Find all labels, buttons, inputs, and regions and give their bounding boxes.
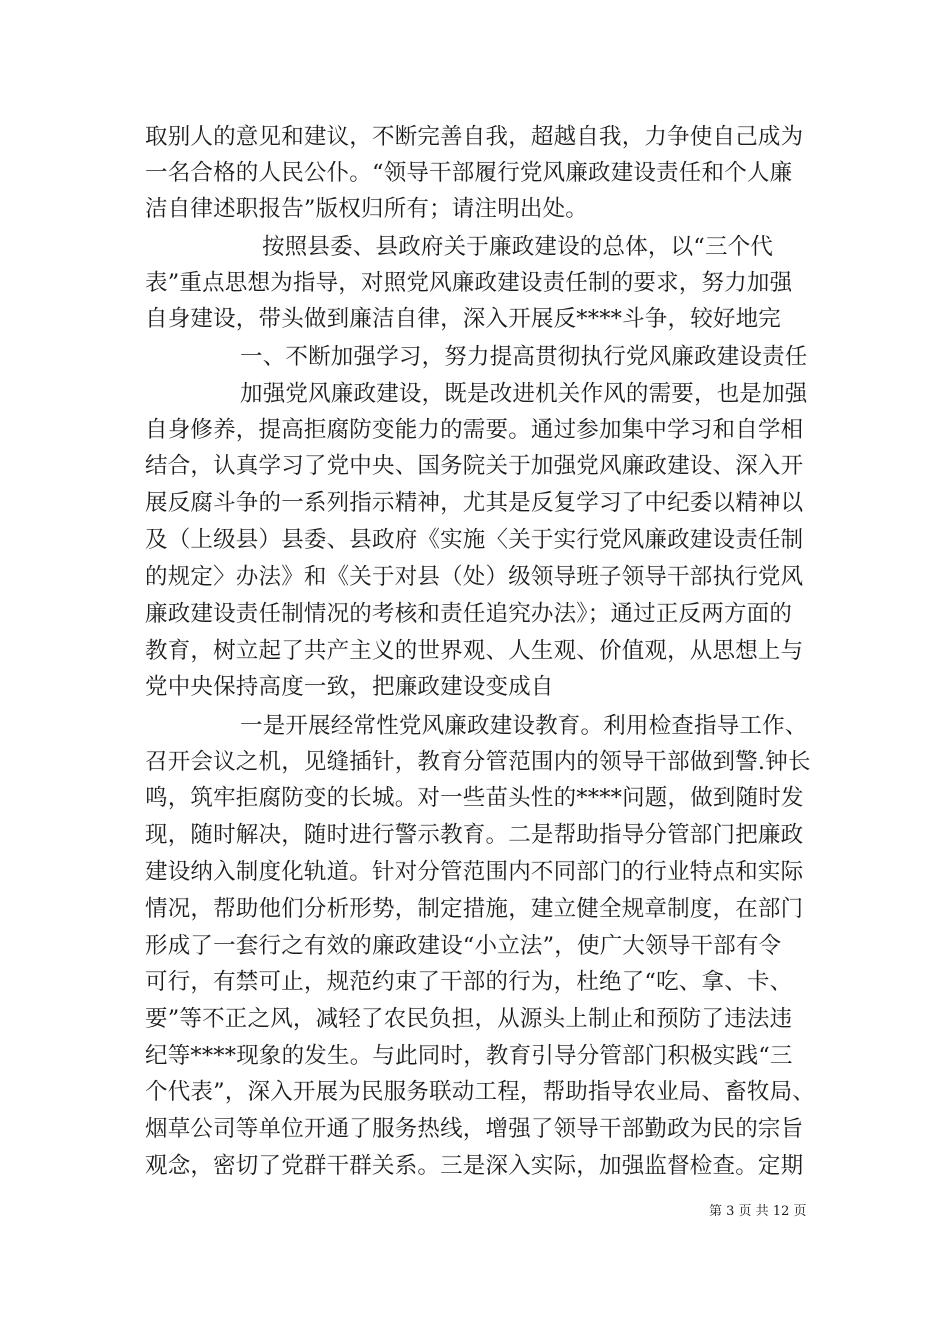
text-line: 教育，树立起了共产主义的世界观、人生观、价值观，从思想上与 <box>145 638 804 664</box>
text-line: 洁自律述职报告”版权归所有；请注明出处。 <box>145 196 589 222</box>
text-line: 取别人的意见和建议，不断完善自我，超越自我，力争使自己成为 <box>145 124 804 150</box>
text-line: 建设纳入制度化轨道。针对分管范围内不同部门的行业特点和实际 <box>145 859 804 885</box>
text-line: 党中央保持高度一致，把廉政建设变成自 <box>145 674 554 700</box>
text-line: 结合，认真学习了党中央、国务院关于加强党风廉政建设、深入开 <box>145 453 804 479</box>
text-line: 及（上级县）县委、县政府《实施〈关于实行党风廉政建设责任制 <box>145 527 804 553</box>
text-line: 个代表”，深入开展为民服务联动工程，帮助指导农业局、畜牧局、 <box>145 1079 816 1105</box>
paragraph-first-line: 加强党风廉政建设，既是改进机关作风的需要，也是加强 <box>240 381 808 407</box>
text-line: 形成了一套行之有效的廉政建设“小立法”，使广大领导干部有令 <box>145 933 782 959</box>
text-line: 鸣，筑牢拒腐防变的长城。对一些苗头性的****问题，做到随时发 <box>145 785 804 811</box>
text-line: 一名合格的人民公仆。“领导干部履行党风廉政建设责任和个人廉 <box>145 160 793 186</box>
page-number: 第 3 页 共 12 页 <box>709 1204 807 1219</box>
text-line: 可行，有禁可止，规范约束了干部的行为，杜绝了“吃、拿、卡、 <box>145 969 793 995</box>
text-line: 情况，帮助他们分析形势，制定措施，建立健全规章制度，在部门 <box>145 896 804 922</box>
text-line: 观念，密切了党群干群关系。三是深入实际，加强监督检查。定期 <box>145 1153 804 1179</box>
text-line: 自身建设，带头做到廉洁自律，深入开展反****斗争，较好地完 <box>145 306 782 332</box>
paragraph-first-line: 一是开展经常性党风廉政建设教育。利用检查指导工作、 <box>240 713 808 739</box>
text-line: 廉政建设责任制情况的考核和责任追究办法》；通过正反两方面的 <box>145 601 793 627</box>
section-heading: 一、不断加强学习，努力提高贯彻执行党风廉政建设责任 <box>240 344 808 370</box>
text-line: 纪等****现象的发生。与此同时，教育引导分管部门积极实践“三 <box>145 1043 793 1069</box>
text-line: 要”等不正之风，减轻了农民负担，从源头上制止和预防了违法违 <box>145 1006 793 1032</box>
text-line: 召开会议之机，见缝插针，教育分管范围内的领导干部做到警.钟长 <box>145 749 811 775</box>
text-line: 烟草公司等单位开通了服务热线，增强了领导干部勤政为民的宗旨 <box>145 1116 804 1142</box>
paragraph-first-line: 按照县委、县政府关于廉政建设的总体，以“三个代 <box>262 234 774 260</box>
text-line: 现，随时解决，随时进行警示教育。二是帮助指导分管部门把廉政 <box>145 822 804 848</box>
text-line: 展反腐斗争的一系列指示精神，尤其是反复学习了中纪委以精神以 <box>145 490 804 516</box>
text-line: 的规定〉办法》和《关于对县（处）级领导班子领导干部执行党风 <box>145 564 804 590</box>
text-line: 自身修养，提高拒腐防变能力的需要。通过参加集中学习和自学相 <box>145 417 804 443</box>
text-line: 表”重点思想为指导，对照党风廉政建设责任制的要求，努力加强 <box>145 270 793 296</box>
